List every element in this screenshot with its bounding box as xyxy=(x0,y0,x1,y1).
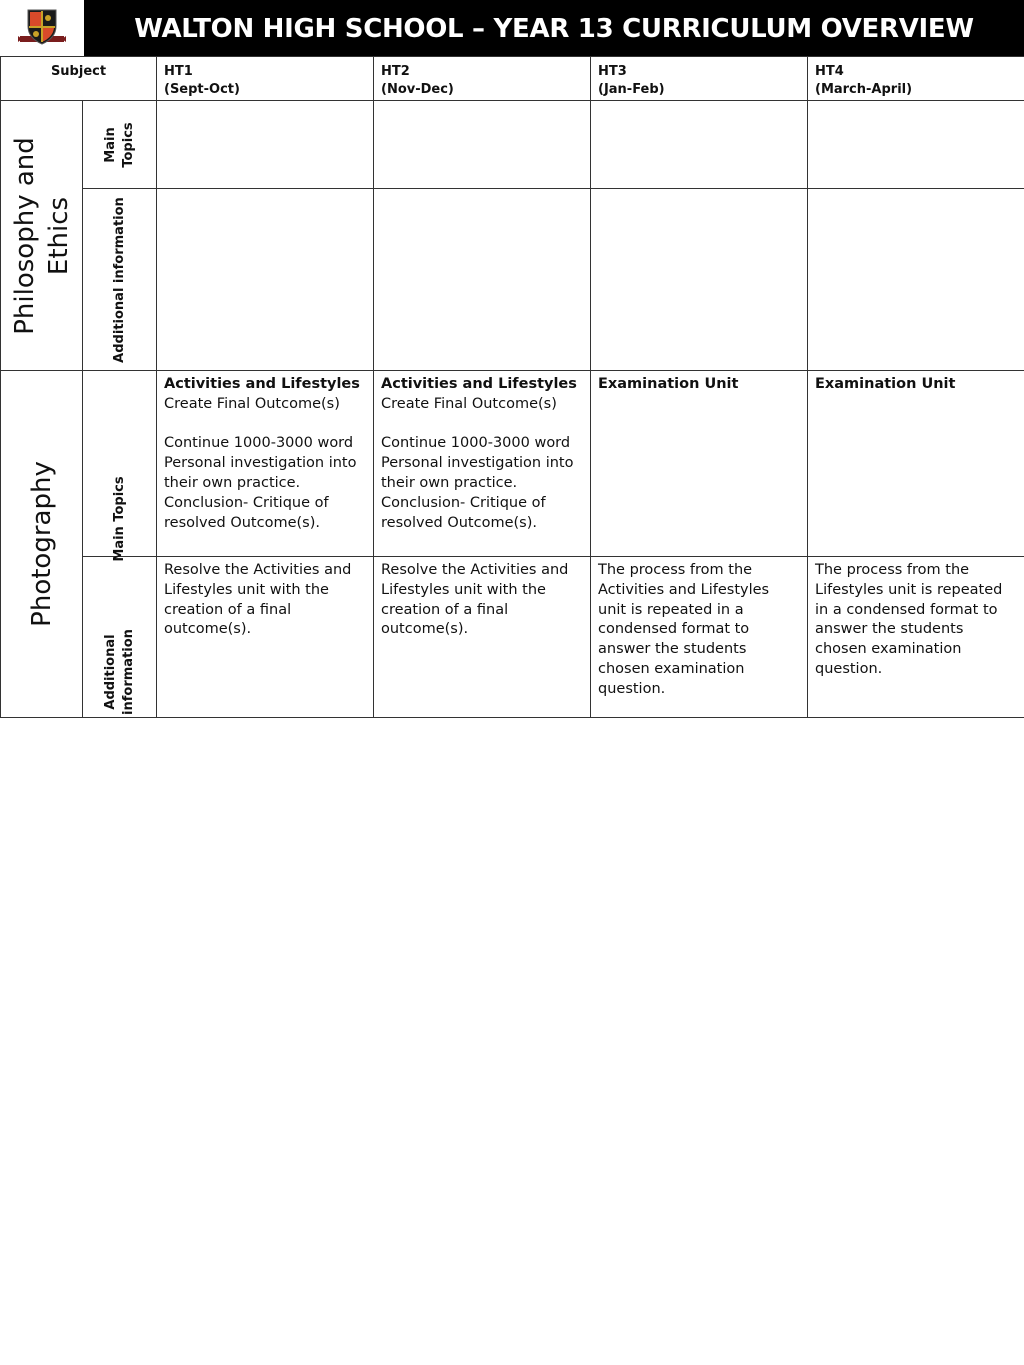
photography-main-row xyxy=(1,371,1024,557)
photography-ht1-additional: Resolve the Activities and Lifestyles unit with the creation of a final outcome(s). xyxy=(157,557,374,718)
ht1-name: HT1 xyxy=(164,64,193,79)
ht2-name: HT2 xyxy=(381,64,410,79)
photography-ht3-main xyxy=(591,371,808,557)
philosophy-ht2-additional xyxy=(374,189,591,371)
philosophy-ht1-main xyxy=(157,101,374,189)
ht1-main-heading: Activities and Lifestyles xyxy=(164,376,360,392)
philosophy-ht2-main xyxy=(374,101,591,189)
header-row xyxy=(1,57,1024,101)
row-label-line2: Topics xyxy=(120,121,136,168)
philosophy-additional-row xyxy=(1,189,1024,371)
ht2-main-text: Create Final Outcome(s) Continue 1000-3000 word Personal investigation into their own practice. Conclusion- Critique of resolved Outcome(s). xyxy=(381,395,574,531)
row-label-line1: Main xyxy=(102,126,118,163)
page-header xyxy=(0,0,1024,56)
photography-ht3-additional: The process from the Activities and Lifestyles unit is repeated in a condensed format to answer the students chosen examination question. xyxy=(591,557,808,718)
photography-ht1-main xyxy=(157,371,374,557)
school-crest-icon xyxy=(18,8,66,48)
philosophy-ht4-additional xyxy=(808,189,1024,371)
photography-ht2-main xyxy=(374,371,591,557)
ht3-range: (Jan-Feb) xyxy=(598,82,665,97)
subject-photography: Photography xyxy=(1,371,83,718)
ht1-header xyxy=(157,57,374,101)
curriculum-table xyxy=(0,56,1024,718)
ht4-header xyxy=(808,57,1024,101)
ht2-header xyxy=(374,57,591,101)
philosophy-ht3-main xyxy=(591,101,808,189)
ht4-range: (March-April) xyxy=(815,82,913,97)
row-label-main-topics xyxy=(83,101,157,189)
ht3-header xyxy=(591,57,808,101)
photography-ht2-additional: Resolve the Activities and Lifestyles unit with the creation of a final outcome(s). xyxy=(374,557,591,718)
row-label-additional-information xyxy=(83,557,157,718)
school-logo xyxy=(0,0,84,56)
row-label-main-topics: Main Topics xyxy=(83,371,157,557)
row-label-line2: information xyxy=(120,629,136,716)
ht4-main-heading: Examination Unit xyxy=(815,376,956,392)
ht1-range: (Sept-Oct) xyxy=(164,82,240,97)
photography-ht4-additional: The process from the Lifestyles unit is repeated in a condensed format to answer the students chosen examination question. xyxy=(808,557,1024,718)
subject-philosophy-ethics xyxy=(1,101,83,371)
philosophy-ht3-additional xyxy=(591,189,808,371)
subject-name-line1: Philosophy and xyxy=(9,136,40,335)
ht1-main-text: Create Final Outcome(s) Continue 1000-3000 word Personal investigation into their own practice. Conclusion- Critique of resolved Outcome(s). xyxy=(164,395,357,531)
philosophy-main-row xyxy=(1,101,1024,189)
ht2-main-heading: Activities and Lifestyles xyxy=(381,376,577,392)
subject-header: Subject xyxy=(1,57,157,101)
subject-name-line2: Ethics xyxy=(43,196,74,275)
photography-ht4-main xyxy=(808,371,1024,557)
philosophy-ht4-main xyxy=(808,101,1024,189)
ht4-name: HT4 xyxy=(815,64,844,79)
page-title: WALTON HIGH SCHOOL – YEAR 13 CURRICULUM OVERVIEW xyxy=(134,14,974,44)
row-label-line1: Additional xyxy=(102,634,118,710)
row-label-additional-information: Additional information xyxy=(83,189,157,371)
ht3-main-heading: Examination Unit xyxy=(598,376,739,392)
photography-additional-row xyxy=(1,557,1024,718)
ht3-name: HT3 xyxy=(598,64,627,79)
philosophy-ht1-additional xyxy=(157,189,374,371)
ht2-range: (Nov-Dec) xyxy=(381,82,454,97)
